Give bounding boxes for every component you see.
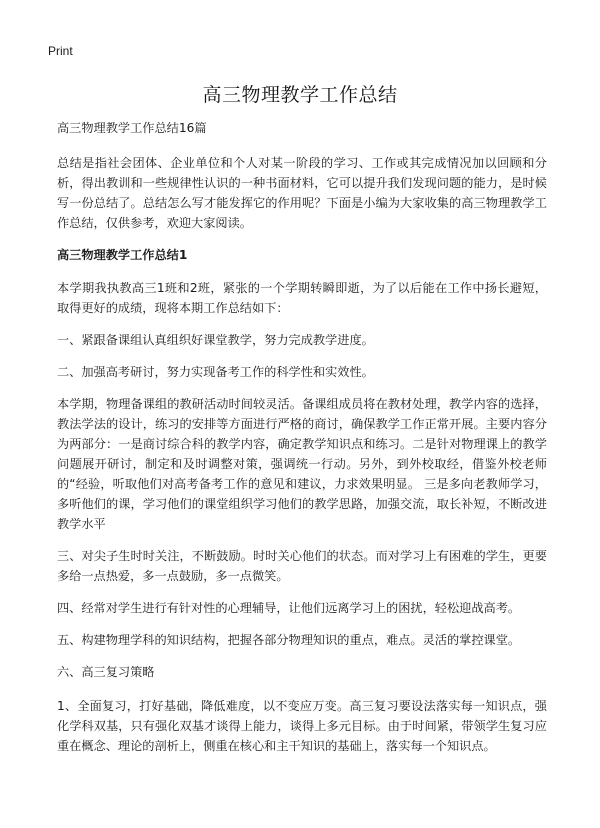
paragraph-strategy-1: 1、全面复习，打好基础，降低难度，以不变应万变。高三复习要设法落实每一知识点，强化学科双基，只有强化双基才谈得上能力，谈得上多元目标。由于时间紧，带领学生复习应重在概念、理论的剖析上，侧重在核心和主干知识的基础上，落实每一个知识点。: [57, 699, 547, 753]
paragraph-point-1: 一、紧跟备课组认真组织好课堂教学，努力完成教学进度。: [57, 333, 374, 347]
paragraph-point-6: 六、高三复习策略: [57, 665, 155, 679]
paragraph-point-3: 三、对尖子生时时关注，不断鼓励。时时关心他们的状态。而对学习上有困难的学生，更要多给一点热爱，多一点鼓励，多一点微笑。: [57, 549, 547, 583]
section-heading: 高三物理教学工作总结1: [57, 248, 188, 262]
document-body: [57, 118, 547, 768]
paragraph-research-details: 本学期，物理备课组的教研活动时间较灵活。备课组成员将在教材处理，教学内容的选择，教法学法的设计，练习的安排等方面进行严格的商讨，确保教学工作正常开展。主要内容分为两部分：一是商讨综合科的教学内容，确定教学知识点和练习。二是针对物理课上的教学问题展开研讨，制定和及时调整对策，强调统一行动。另外，到外校取经，借鉴外校老师的“经验，听取他们对高考备考工作的意见和建议，力求效果明显。 三是多向老教师学习，多听他们的课，学习他们的课堂组织学习他们的教学思路，加强交流，取长补短，不断改进教学水平: [57, 397, 547, 531]
paragraph-opening: 本学期我执教高三1班和2班，紧张的一个学期转瞬即逝，为了以后能在工作中扬长避短，取得更好的成绩，现将本期工作总结如下：: [57, 281, 547, 315]
paragraph-point-2: 二、加强高考研讨，努力实现备考工作的科学性和实效性。: [57, 365, 374, 379]
paragraph-point-4: 四、经常对学生进行有针对性的心理辅导，让他们远离学习上的困扰，轻松迎战高考。: [57, 601, 521, 615]
intro-paragraph: 总结是指社会团体、企业单位和个人对某一阶段的学习、工作或其完成情况加以回顾和分析，得出教训和一些规律性认识的一种书面材料，它可以提升我们发现问题的能力，是时候写一份总结了。总结怎么写才能发挥它的作用呢？下面是小编为大家收集的高三物理教学工作总结，仅供参考，欢迎大家阅读。: [57, 156, 547, 230]
print-label: Print: [48, 44, 73, 58]
document-subtitle: 高三物理教学工作总结16篇: [57, 121, 207, 135]
page-title: 高三物理教学工作总结: [202, 84, 398, 106]
paragraph-point-5: 五、构建物理学科的知识结构，把握各部分物理知识的重点，难点。灵活的掌控课堂。: [57, 633, 521, 647]
